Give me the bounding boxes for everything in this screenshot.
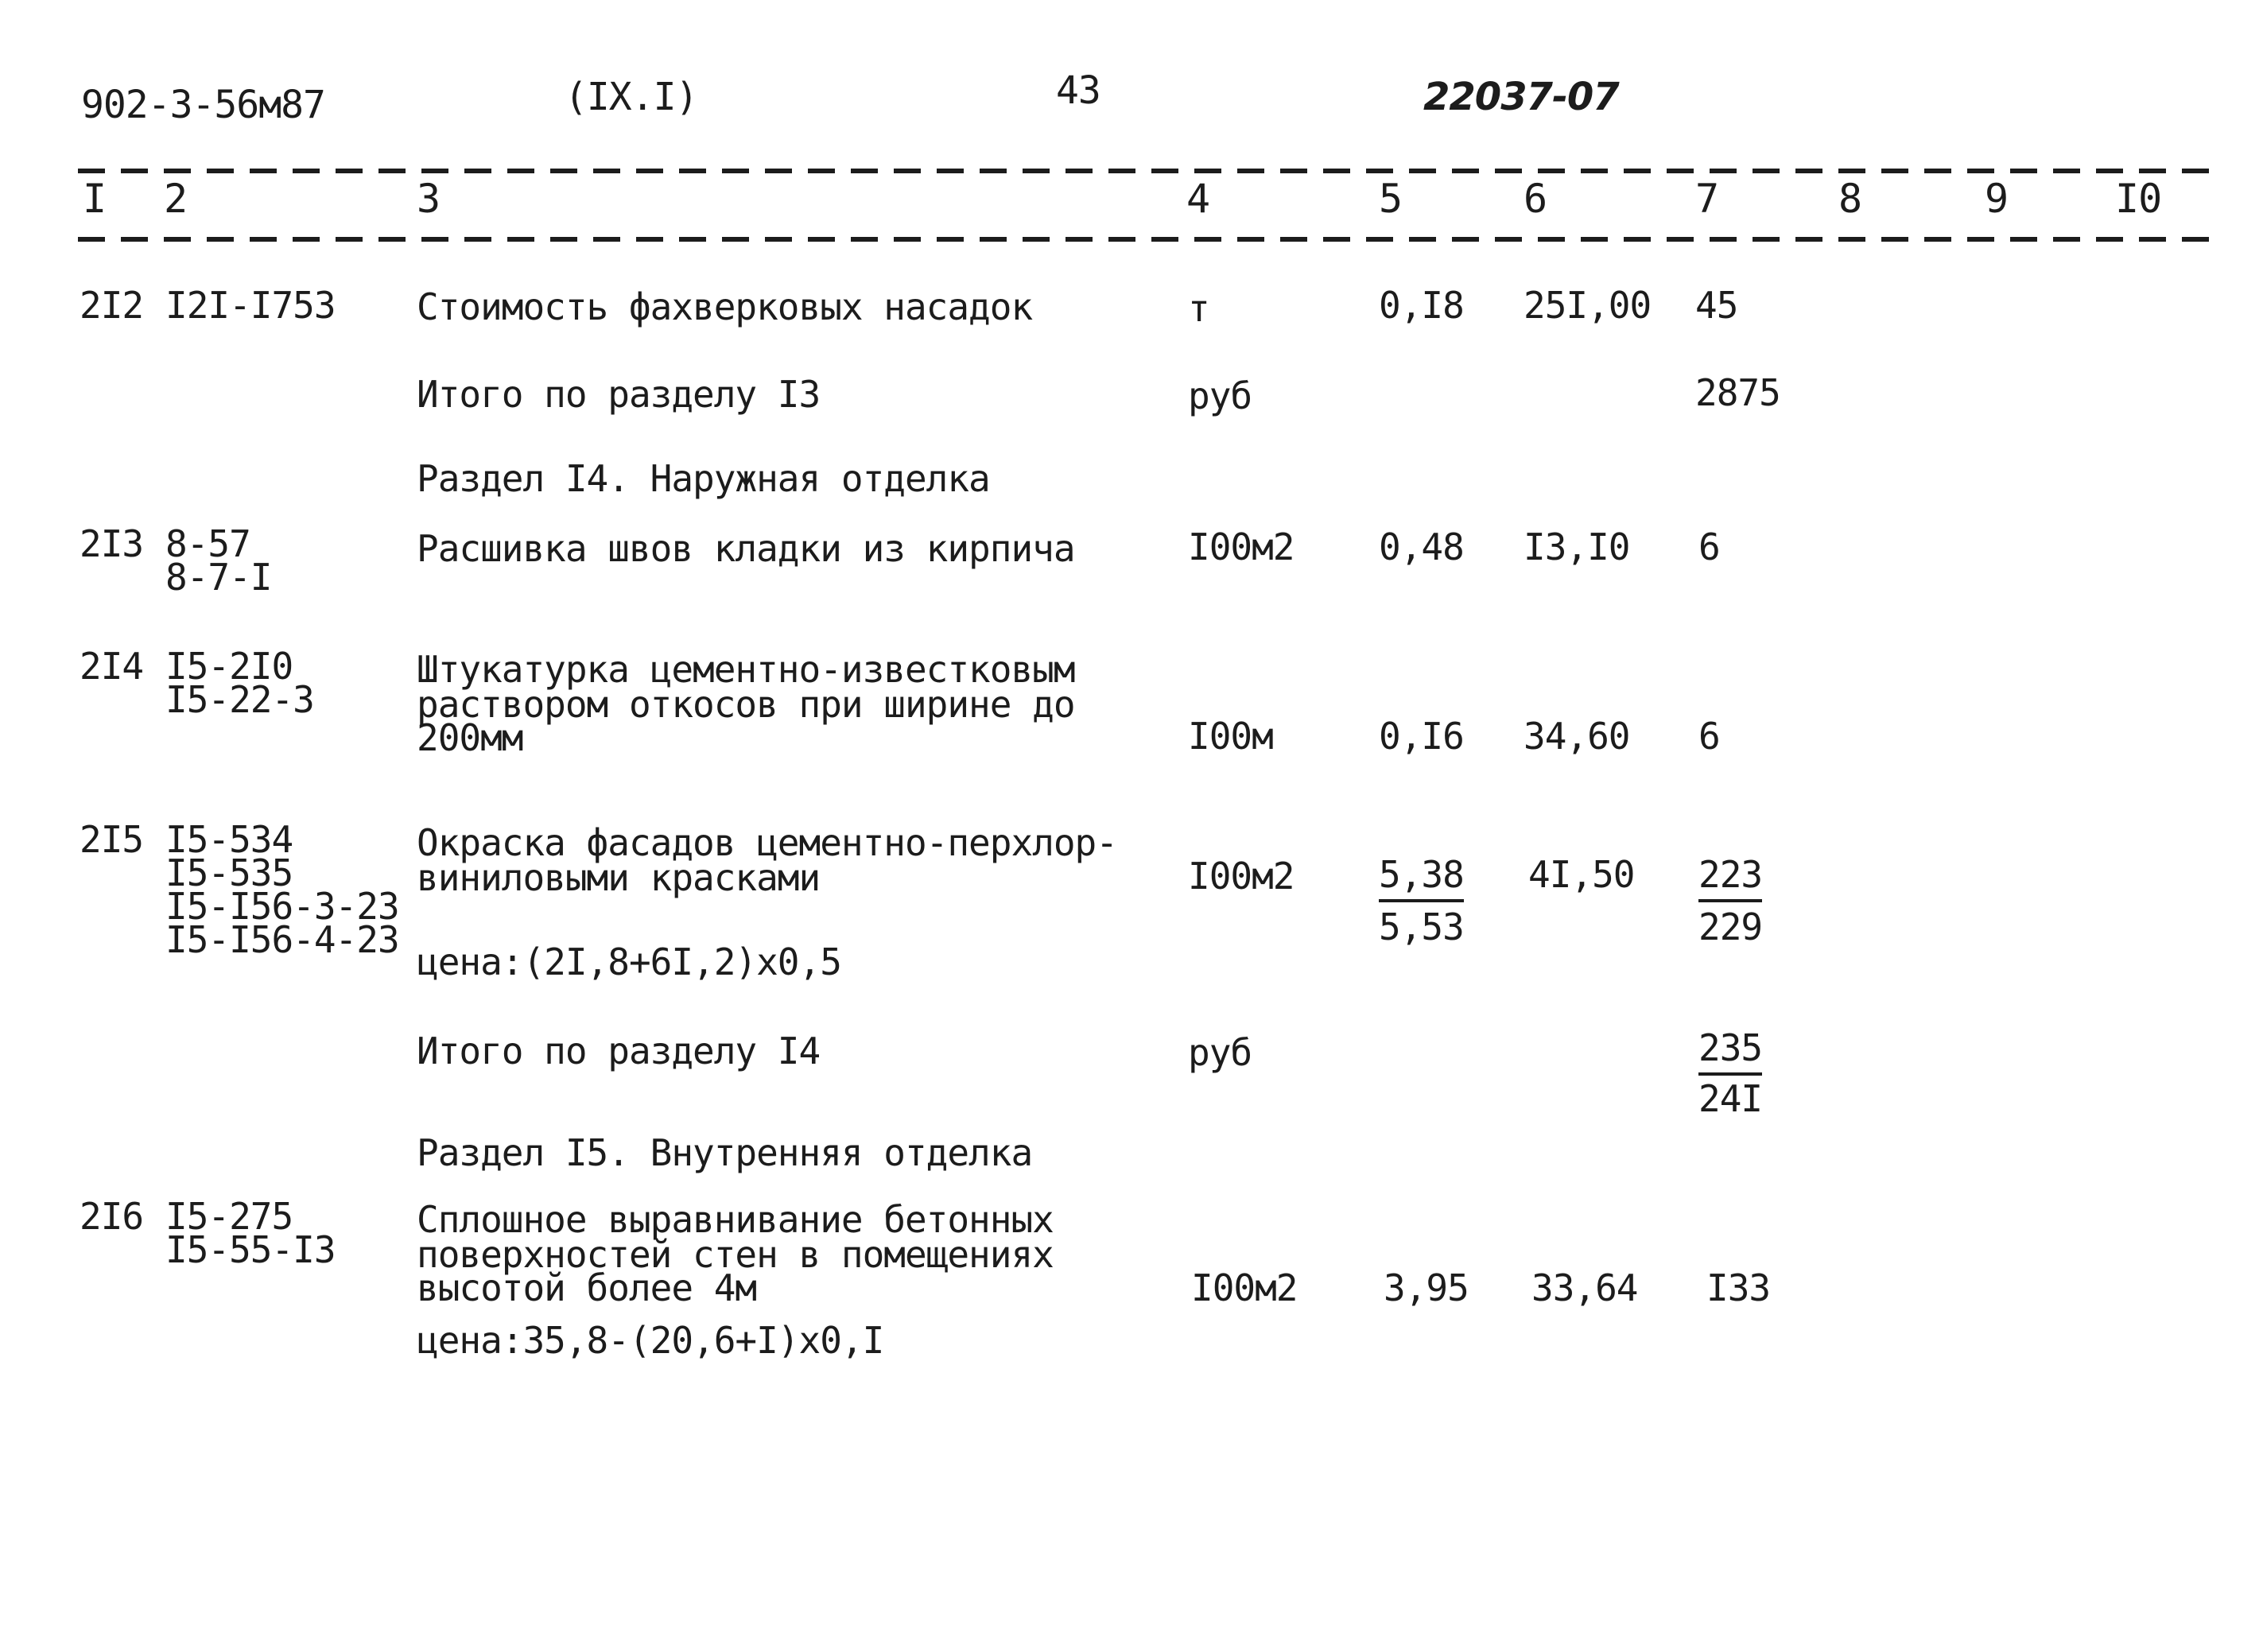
row-212-total: 45: [1695, 284, 1738, 327]
row-213-number: 2I3: [80, 522, 144, 565]
section-14-total-unit: руб: [1188, 1031, 1252, 1074]
row-213-total: 6: [1698, 525, 1720, 568]
row-212-unit-price: 25I,00: [1524, 284, 1652, 327]
row-214-unit-price: 34,60: [1524, 715, 1630, 758]
row-212-quantity: 0,I8: [1379, 284, 1464, 327]
row-213-quantity: 0,48: [1379, 525, 1464, 568]
row-212-number: 2I2: [80, 284, 144, 327]
row-215-quantity-bottom: 5,53: [1379, 905, 1464, 948]
section-14-total-top: [1698, 1026, 1763, 1069]
row-213-description: Расшивка швов кладки из кирпича: [417, 527, 1075, 570]
row-213-unit-price: I3,I0: [1524, 525, 1630, 568]
column-header-5: 5: [1379, 176, 1403, 222]
row-215-total-top-value: 223: [1698, 853, 1762, 902]
row-214-description-line-2: раствором откосов при ширине до: [417, 683, 1075, 726]
row-215-total-bottom: 229: [1698, 905, 1763, 948]
row-214-description-line-3: 200мм: [417, 716, 523, 759]
top-dashed-rule: [78, 169, 2217, 173]
section-14-total-top-value: 235: [1698, 1026, 1762, 1076]
row-213-code-1: 8-57: [165, 522, 250, 565]
document-code: 902-3-56м87: [81, 83, 325, 127]
row-216-unit-price: 33,64: [1531, 1266, 1638, 1309]
row-216-code-1: I5-275: [165, 1195, 293, 1238]
column-header-3: 3: [417, 176, 441, 222]
row-216-code-2: I5-55-I3: [165, 1228, 336, 1271]
section-15-title: Раздел I5. Внутренняя отделка: [417, 1131, 1033, 1174]
row-214-unit: I00м: [1188, 715, 1273, 758]
column-header-4: 4: [1186, 176, 1210, 222]
row-214-number: 2I4: [80, 645, 144, 688]
row-214-code-1: I5-2I0: [165, 645, 293, 688]
row-215-quantity-top: [1379, 853, 1464, 896]
row-215-price-note: цена:(2I,8+6I,2)х0,5: [417, 940, 841, 983]
section-14-title: Раздел I4. Наружная отделка: [417, 457, 990, 500]
row-212-code: I2I-I753: [165, 284, 336, 327]
section-13-total-unit: руб: [1188, 374, 1252, 417]
row-213-code-2: 8-7-I: [165, 556, 272, 599]
section-code: (IX.I): [565, 75, 698, 119]
row-216-unit: I00м2: [1191, 1266, 1298, 1309]
row-215-description-line-2: виниловыми красками: [417, 856, 821, 899]
row-215-code-2: I5-535: [165, 851, 293, 894]
column-header-9: 9: [1985, 176, 2009, 222]
row-215-unit: I00м2: [1188, 855, 1295, 898]
page-number: 43: [1056, 68, 1100, 113]
row-213-unit: I00м2: [1188, 525, 1295, 568]
row-214-quantity: 0,I6: [1379, 715, 1464, 758]
column-header-10: I0: [2115, 176, 2162, 222]
row-214-total: 6: [1698, 715, 1720, 758]
row-214-description-line-1: Штукатурка цементно-известковым: [417, 648, 1075, 691]
row-216-description-line-1: Сплошное выравнивание бетонных: [417, 1198, 1054, 1241]
row-212-description: Стоимость фахверковых насадок: [417, 285, 1033, 328]
column-header-1: I: [83, 176, 107, 222]
row-216-description-line-2: поверхностей стен в помещениях: [417, 1233, 1054, 1276]
row-215-quantity-top-value: 5,38: [1379, 853, 1464, 902]
column-header-7: 7: [1695, 176, 1719, 222]
row-212-unit: т: [1188, 287, 1209, 330]
section-13-total-label: Итого по разделу I3: [417, 373, 821, 416]
row-215-unit-price: 4I,50: [1528, 853, 1635, 896]
row-216-quantity: 3,95: [1384, 1266, 1469, 1309]
row-216-description-line-3: высотой более 4м: [417, 1266, 757, 1309]
row-215-code-3: I5-I56-3-23: [165, 885, 399, 928]
row-215-number: 2I5: [80, 818, 144, 861]
row-215-code-1: I5-534: [165, 818, 293, 861]
column-header-6: 6: [1524, 176, 1547, 222]
row-214-code-2: I5-22-3: [165, 678, 314, 721]
row-216-total: I33: [1706, 1266, 1771, 1309]
section-13-total-value: 2875: [1695, 371, 1780, 414]
row-216-number: 2I6: [80, 1195, 144, 1238]
album-number: 22037-07: [1423, 75, 1619, 119]
section-14-total-label: Итого по разделу I4: [417, 1030, 821, 1072]
row-215-description-line-1: Окраска фасадов цементно-перхлор-: [417, 821, 1117, 864]
row-215-total-top: [1698, 853, 1763, 896]
row-216-price-note: цена:35,8-(20,6+I)х0,I: [417, 1319, 884, 1362]
column-header-8: 8: [1838, 176, 1862, 222]
section-14-total-bottom: 24I: [1698, 1077, 1763, 1120]
row-215-code-4: I5-I56-4-23: [165, 918, 399, 961]
column-header-2: 2: [164, 176, 188, 222]
header-bottom-dashed-rule: [78, 237, 2217, 242]
